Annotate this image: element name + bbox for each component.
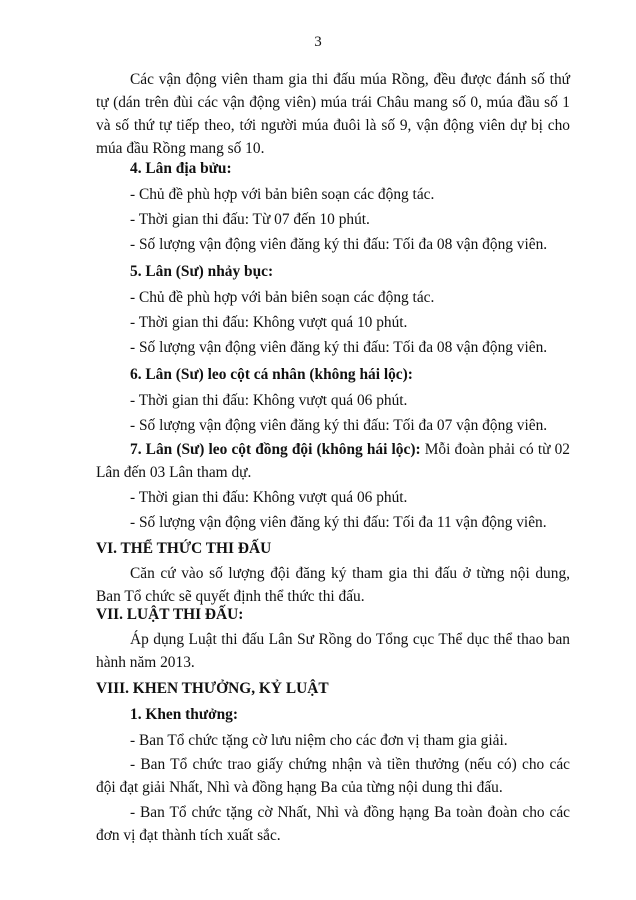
list-item: - Thời gian thi đấu: Không vượt quá 10 phút. [130,314,408,331]
list-item: - Chủ đề phù hợp với bản biên soạn các động tác. [130,289,435,306]
heading-lan-nhay-buc: 5. Lân (Sư) nhảy bục: [130,263,274,280]
list-item: - Ban Tổ chức tặng cờ lưu niệm cho các đơn vị tham gia giải. [130,732,508,749]
heading-lan-leo-cot-dong-doi-paragraph [96,438,570,484]
section-title-vii: VII. LUẬT THI ĐẤU: [96,606,244,623]
list-item: - Số lượng vận động viên đăng ký thi đấu: Tối đa 08 vận động viên. [130,236,548,253]
list-item: - Thời gian thi đấu: Từ 07 đến 10 phút. [130,211,370,228]
list-item: - Ban Tổ chức tặng cờ Nhất, Nhì và đồng hạng Ba toàn đoàn cho các đơn vị đạt thành tích xuất sắc. [96,804,570,844]
heading-lan-dia-buu: 4. Lân địa bửu: [130,160,232,177]
heading-lan-leo-cot-ca-nhan: 6. Lân (Sư) leo cột cá nhân (không hái lộc): [130,366,413,383]
team-pole-climb-description: Mỗi đoàn phải có từ 02 Lân đến 03 Lân tham dự. [96,441,570,481]
list-item: - Thời gian thi đấu: Không vượt quá 06 phút. [130,392,408,409]
dragon-athlete-numbering-paragraph: Các vận động viên tham gia thi đấu múa Rồng, đều được đánh số thứ tự (dán trên đùi các vận động viên) múa trái Châu mang số 0, múa đầu số 1 và số thứ tự tiếp theo, tới người múa đuôi là số 9, vận động viên dự bị cho múa đầu Rồng mang số 10. [96,71,570,157]
heading-khen-thuong: 1. Khen thưởng: [130,706,238,723]
competition-rules-paragraph: Áp dụng Luật thi đấu Lân Sư Rồng do Tổng cục Thể dục thể thao ban hành năm 2013. [96,631,570,671]
heading-lan-leo-cot-dong-doi: 7. Lân (Sư) leo cột đồng đội (không hái lộc): [130,441,421,458]
page-number: 3 [314,34,322,50]
list-item: - Số lượng vận động viên đăng ký thi đấu: Tối đa 11 vận động viên. [130,514,547,531]
section-title-vi: VI. THỂ THỨC THI ĐẤU [96,540,272,557]
list-item: - Số lượng vận động viên đăng ký thi đấu: Tối đa 07 vận động viên. [130,417,548,434]
list-item: - Ban Tổ chức trao giấy chứng nhận và tiền thưởng (nếu có) cho các đội đạt giải Nhất, Nhì và đồng hạng Ba của từng nội dung thi đấu. [96,756,570,796]
list-item: - Thời gian thi đấu: Không vượt quá 06 phút. [130,489,408,506]
section-title-viii: VIII. KHEN THƯỞNG, KỶ LUẬT [96,680,329,697]
competition-format-paragraph: Căn cứ vào số lượng đội đăng ký tham gia thi đấu ở từng nội dung, Ban Tổ chức sẽ quyết định thể thức thi đấu. [96,565,570,605]
list-item: - Số lượng vận động viên đăng ký thi đấu: Tối đa 08 vận động viên. [130,339,548,356]
list-item: - Chủ đề phù hợp với bản biên soạn các động tác. [130,186,435,203]
